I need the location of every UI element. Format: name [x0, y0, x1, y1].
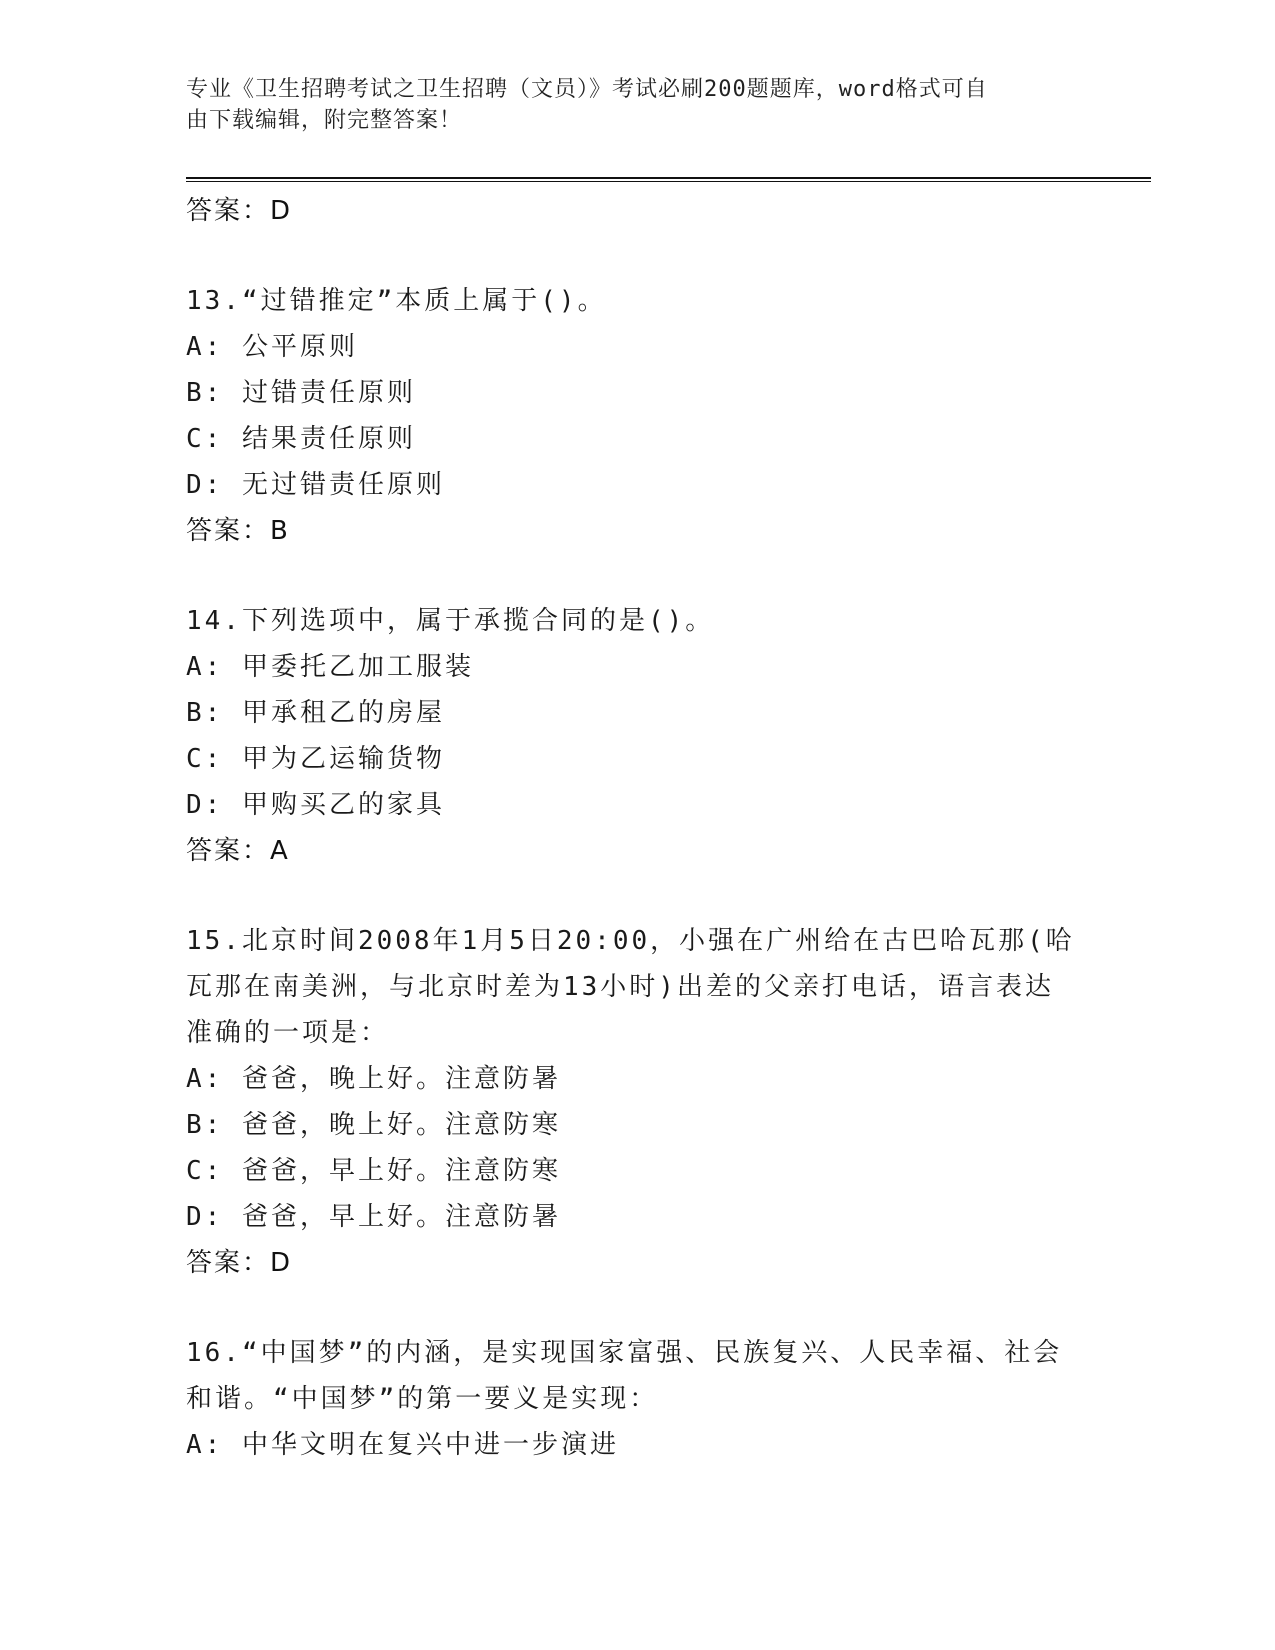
question-13 — [186, 278, 1086, 554]
option-a: A: 甲委托乙加工服装 — [186, 652, 474, 682]
option-c: C: 爸爸，早上好。注意防寒 — [186, 1156, 561, 1186]
question-15 — [186, 918, 1086, 1286]
question-text-line-2: 瓦那在南美洲，与北京时差为13小时)出差的父亲打电话，语言表达 — [186, 972, 1054, 1002]
option-b: B: 过错责任原则 — [186, 378, 416, 408]
option-b: B: 甲承租乙的房屋 — [186, 698, 445, 728]
question-text-line-1: 15.北京时间2008年1月5日20:00，小强在广州给在古巴哈瓦那(哈 — [186, 926, 1075, 956]
question-content — [186, 188, 1086, 1512]
question-text: 13.“过错推定”本质上属于()。 — [186, 286, 607, 316]
question-14 — [186, 598, 1086, 874]
answer-label: 答案：A — [186, 836, 290, 866]
question-text-line-3: 准确的一项是： — [186, 1018, 390, 1048]
header-line-1: 专业《卫生招聘考试之卫生招聘（文员）》考试必刷200题题库，word格式可自 — [186, 77, 988, 102]
option-b: B: 爸爸，晚上好。注意防寒 — [186, 1110, 561, 1140]
option-c: C: 甲为乙运输货物 — [186, 744, 445, 774]
answer-label: 答案：D — [186, 1248, 293, 1278]
option-c: C: 结果责任原则 — [186, 424, 416, 454]
answer-label: 答案：D — [186, 196, 293, 226]
answer-label: 答案：B — [186, 516, 290, 546]
question-text: 14.下列选项中，属于承揽合同的是()。 — [186, 606, 715, 636]
option-d: D: 甲购买乙的家具 — [186, 790, 445, 820]
option-d: D: 无过错责任原则 — [186, 470, 445, 500]
option-a: A: 中华文明在复兴中进一步演进 — [186, 1430, 619, 1460]
option-a: A: 公平原则 — [186, 332, 358, 362]
option-d: D: 爸爸，早上好。注意防暑 — [186, 1202, 561, 1232]
question-text-line-2: 和谐。“中国梦”的第一要义是实现： — [186, 1384, 659, 1414]
document-header — [186, 74, 1066, 136]
question-16 — [186, 1330, 1086, 1468]
question-text-line-1: 16.“中国梦”的内涵，是实现国家富强、民族复兴、人民幸福、社会 — [186, 1338, 1063, 1368]
header-divider — [186, 177, 1151, 182]
option-a: A: 爸爸，晚上好。注意防暑 — [186, 1064, 561, 1094]
header-line-2: 由下载编辑，附完整答案！ — [186, 108, 463, 133]
